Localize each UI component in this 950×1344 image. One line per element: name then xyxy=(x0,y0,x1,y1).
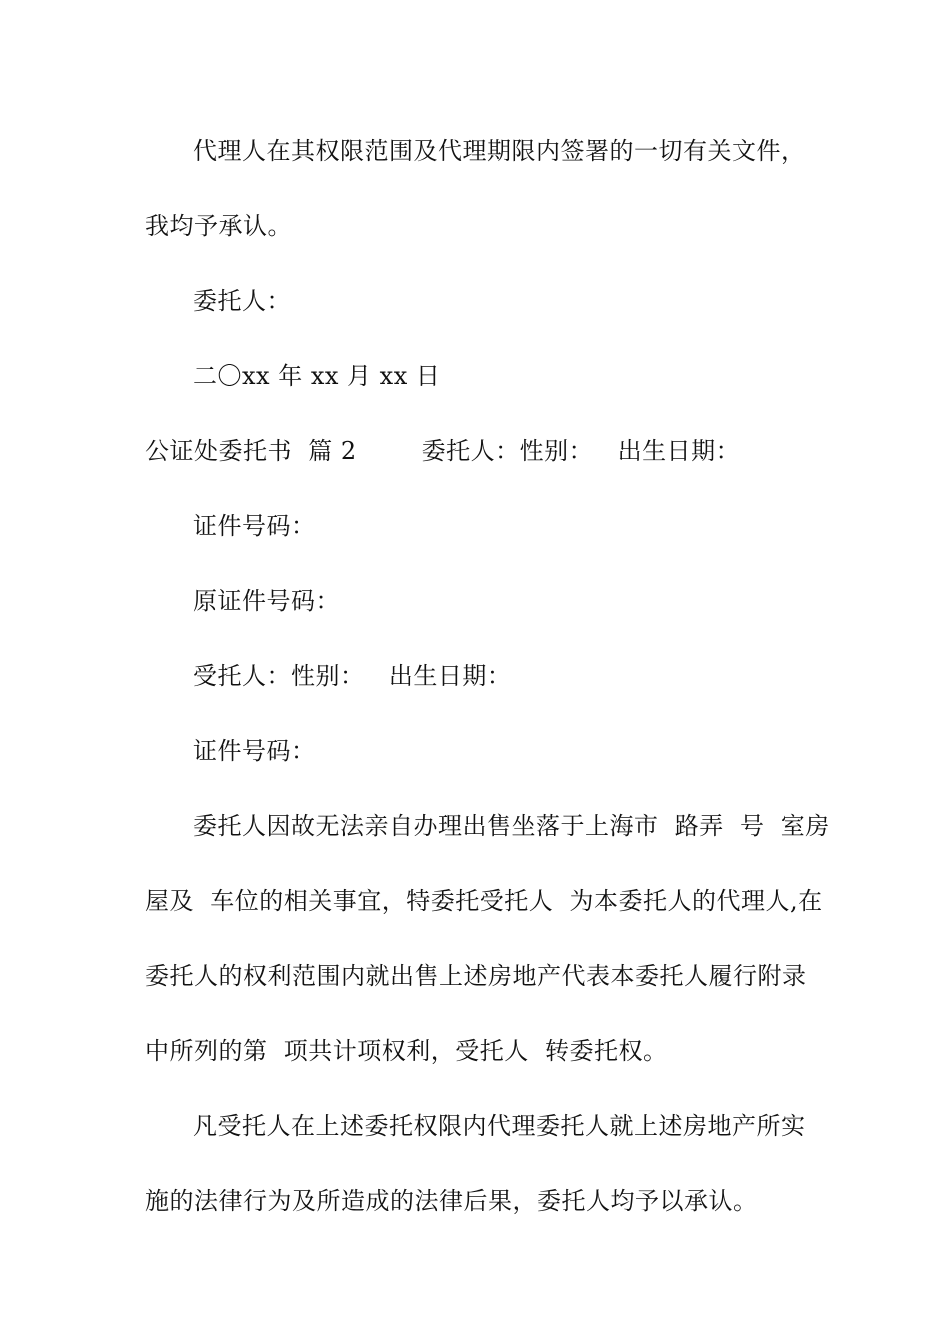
id-number-label: 证件号码： xyxy=(193,737,316,765)
paragraph-line: 委托人的权利范围内就出售上述房地产代表本委托人履行附录 xyxy=(145,962,807,990)
paragraph-line: 屋及 车位的相关事宜，特委托受托人 为本委托人的代理人,在 xyxy=(145,887,823,915)
original-id-number-label: 原证件号码： xyxy=(193,587,340,615)
paragraph-line: 凡受托人在上述委托权限内代理委托人就上述房地产所实 xyxy=(193,1112,806,1140)
date-line: 二〇xx 年 xx 月 xx 日 xyxy=(193,362,441,390)
id-number-label: 证件号码： xyxy=(193,512,316,540)
principal-label: 委托人： xyxy=(193,287,291,315)
paragraph-line: 施的法律行为及所造成的法律后果，委托人均予以承认。 xyxy=(145,1187,758,1215)
paragraph-line: 委托人因故无法亲自办理出售坐落于上海市 路弄 号 室房 xyxy=(193,812,830,840)
agent-info-line: 受托人：性别： 出生日期： xyxy=(193,662,512,690)
section-heading-line: 公证处委托书 篇 2 委托人：性别： 出生日期： xyxy=(145,437,741,465)
paragraph-line: 代理人在其权限范围及代理期限内签署的一切有关文件， xyxy=(193,137,806,165)
paragraph-line: 我均予承认。 xyxy=(145,212,292,240)
paragraph-line: 中所列的第 项共计项权利，受托人 转委托权。 xyxy=(145,1037,668,1065)
